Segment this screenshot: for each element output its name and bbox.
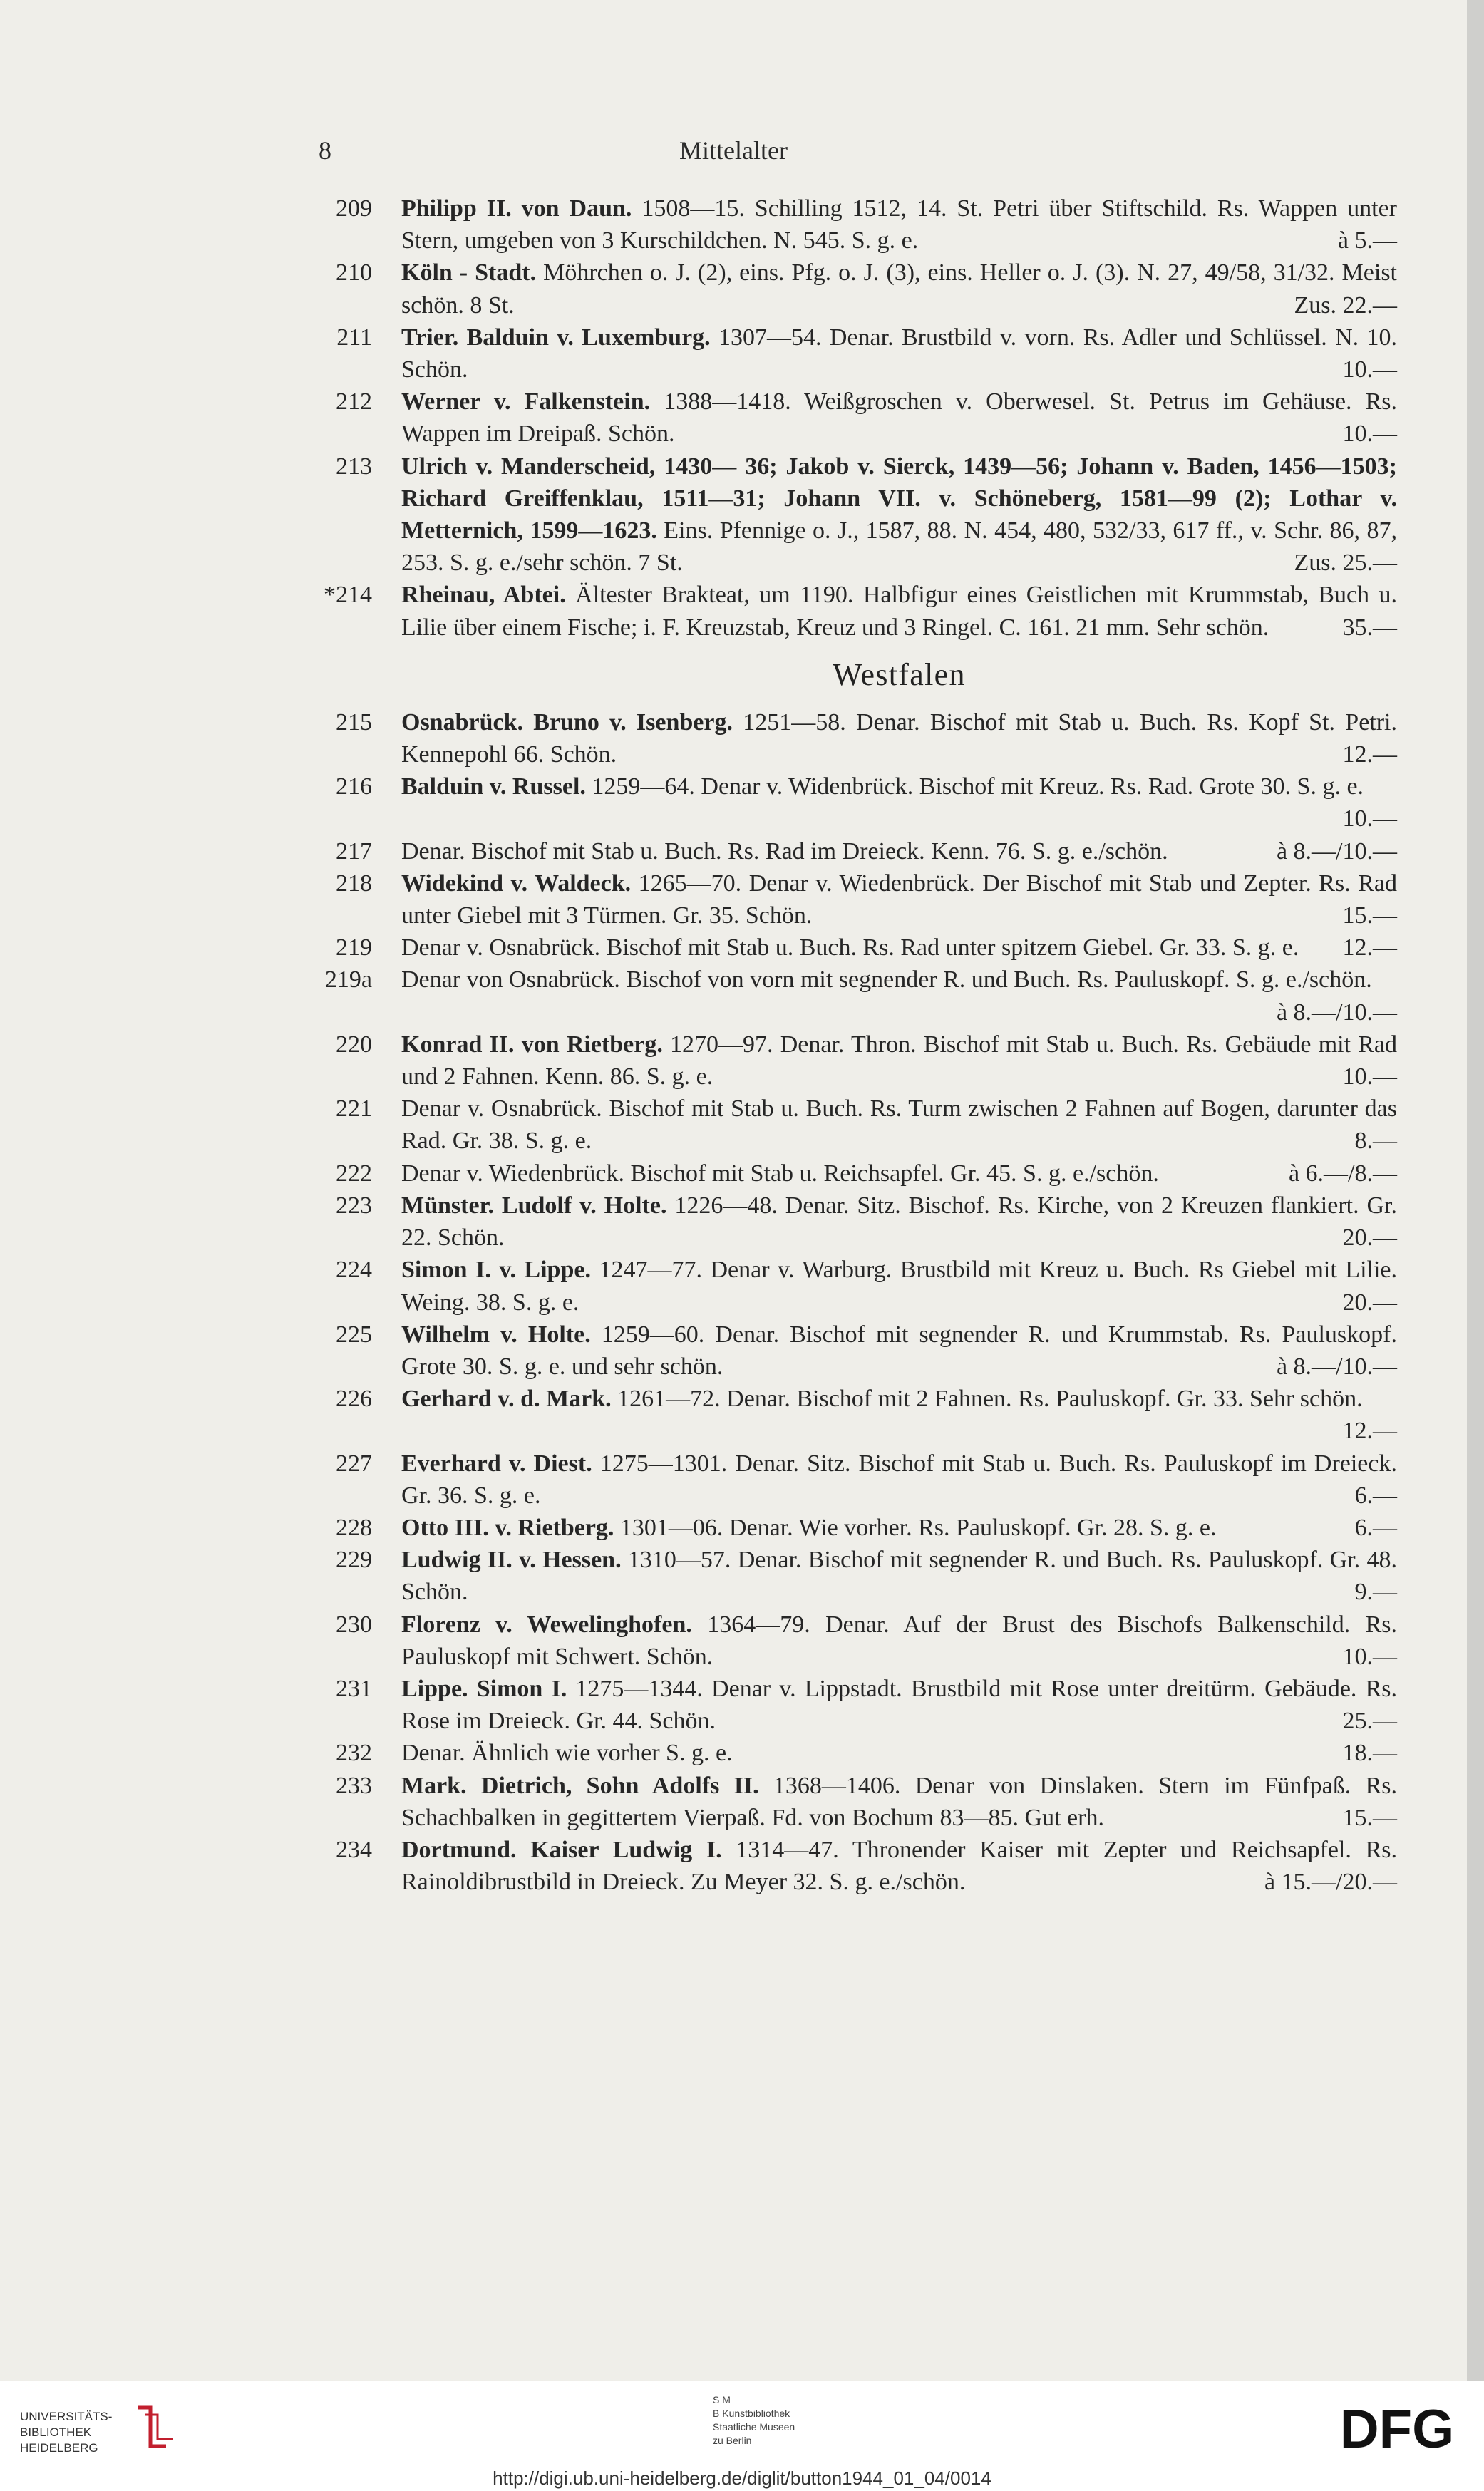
uni-heidelberg-wordmark[interactable] [20, 2409, 112, 2456]
smk-line: Staatliche Museen [713, 2421, 795, 2433]
lot-price: Zus. 25.— [1294, 550, 1397, 577]
section-title: Westfalen [833, 656, 966, 692]
lot-number: 220 [336, 1031, 372, 1058]
lot-number: 223 [336, 1192, 372, 1219]
lot-title: Münster. Ludolf v. Holte. [401, 1192, 667, 1219]
lot-number: 234 [336, 1836, 372, 1863]
lot-price: 6.— [1354, 1482, 1397, 1509]
lot-price: 10.— [1342, 1063, 1397, 1090]
lot-description: 1265—70. Denar v. Wiedenbrück. Der Bischof mit Stab und Zepter. Rs. Rad unter Giebel mit 3 Türmen. Gr. 35. Schön. [401, 870, 1397, 929]
lot-title: Lippe. Simon I. [401, 1675, 567, 1702]
lot-title: Rheinau, Abtei. [401, 582, 566, 609]
lot-number: 230 [336, 1611, 372, 1638]
lot-description: 1307—54. Denar. Brustbild v. vorn. Rs. Adler und Schlüssel. N. 10. Schön. [401, 324, 1398, 383]
catalog-entry [314, 932, 1397, 964]
lot-number: 209 [336, 195, 372, 222]
lot-description: 1301—06. Denar. Wie vorher. Rs. Pauluskopf. Gr. 28. S. g. e. [614, 1514, 1217, 1541]
lot-number: 229 [336, 1547, 372, 1574]
lot-title: Widekind v. Waldeck. [401, 870, 632, 897]
catalog-entry [314, 867, 1397, 932]
smb-kunstbibliothek-logo[interactable] [713, 2393, 795, 2448]
lot-number: 226 [336, 1386, 372, 1413]
lot-description: 1275—1301. Denar. Sitz. Bischof mit Stab u. Buch. Rs. Pauluskopf im Dreieck. Gr. 36. S. g. e. [401, 1450, 1397, 1509]
lot-title: Dortmund. Kaiser Ludwig I. [401, 1836, 722, 1863]
lot-price: 9.— [1354, 1579, 1397, 1606]
lot-price: à 8.—/10.— [1276, 837, 1397, 865]
footer-bar [0, 2381, 1484, 2491]
uni-heidelberg-logo-icon[interactable] [130, 2402, 180, 2452]
lot-price: à 8.—/10.— [1276, 1353, 1397, 1380]
lot-number: 213 [336, 453, 372, 480]
lot-description: Ältester Brakteat, um 1190. Halbfigur eines Geistlichen mit Krummstab, Buch u. Lilie über einem Fische; i. F. Kreuzstab, Kreuz und 3 Ringel. C. 161. 21 mm. Sehr schön. [401, 582, 1397, 641]
catalog-entry [314, 257, 1397, 321]
lot-price: 20.— [1342, 1289, 1397, 1316]
catalog-entry [314, 706, 1397, 770]
lot-description: 1310—57. Denar. Bischof mit segnender R. und Buch. Rs. Pauluskopf. Gr. 48. Schön. [401, 1547, 1397, 1606]
catalog-entry [314, 1190, 1397, 1254]
lot-description: 1259—64. Denar v. Widenbrück. Bischof mit Kreuz. Rs. Rad. Grote 30. S. g. e. [585, 773, 1364, 800]
catalog-entry [314, 1544, 1397, 1608]
lot-description: 1364—79. Denar. Auf der Brust des Bischofs Balkenschild. Rs. Pauluskopf mit Schwert. Schön. [401, 1611, 1397, 1670]
uni-line: BIBLIOTHEK [20, 2425, 92, 2439]
page-header [0, 135, 1467, 172]
catalog-entry [314, 321, 1397, 386]
lot-title: Otto III. v. Rietberg. [401, 1514, 614, 1541]
lot-price: à 5.— [1337, 227, 1397, 254]
lot-number: 219 [336, 934, 372, 961]
lot-description: 1247—77. Denar v. Warburg. Brustbild mit Kreuz u. Buch. Rs Giebel mit Lilie. Weing. 38. S. g. e. [401, 1257, 1397, 1316]
lot-title: Gerhard v. d. Mark. [401, 1386, 612, 1413]
smk-line: B Kunstbibliothek [713, 2408, 790, 2419]
lot-number: 228 [336, 1514, 372, 1541]
lot-number: 219a [324, 966, 372, 994]
page-number: 8 [319, 136, 331, 165]
lot-title: Osnabrück. Bruno v. Isenberg. [401, 708, 733, 736]
lot-description: Denar von Osnabrück. Bischof von vorn mit segnender R. und Buch. Rs. Pauluskopf. S. g. e./schön. [401, 966, 1372, 994]
lot-price: 10.— [1342, 805, 1397, 832]
catalog-entry [314, 450, 1397, 579]
lot-number: 233 [336, 1772, 372, 1799]
smk-line: S M [713, 2394, 731, 2405]
lot-title: Trier. Balduin v. Luxemburg. [401, 324, 711, 351]
lot-description: Denar v. Osnabrück. Bischof mit Stab u. Buch. Rs. Rad unter spitzem Giebel. Gr. 33. S. g. e. [401, 934, 1299, 961]
lot-price: 25.— [1342, 1708, 1397, 1735]
catalog-entry [314, 579, 1397, 643]
lot-number: 231 [336, 1675, 372, 1702]
lot-title: Ulrich v. Manderscheid, 1430— 36; Jakob v. Sierck, 1439—56; Johann v. Baden, 1456—1503; Richard Greiffenklau, 1511—31; Johann VII. v. Schöneberg, 1581—99 (2); Lothar v. Metternich, 1599—1623. [401, 453, 1397, 545]
smk-line: zu Berlin [713, 2435, 752, 2446]
running-head: Mittelalter [679, 136, 788, 165]
lot-price: 8.— [1354, 1128, 1397, 1155]
lot-description: 1388—1418. Weißgroschen v. Oberwesel. St. Petrus im Gehäuse. Rs. Wappen im Dreipaß. Schön. [401, 388, 1398, 448]
lot-price: à 15.—/20.— [1264, 1869, 1397, 1896]
lot-number: 218 [336, 870, 372, 897]
lot-price: à 8.—/10.— [1276, 999, 1397, 1026]
catalog-entry [314, 1609, 1397, 1673]
catalog-entry [314, 386, 1397, 450]
lot-description: 1259—60. Denar. Bischof mit segnender R. und Krummstab. Rs. Pauluskopf. Grote 30. S. g. e. und sehr schön. [401, 1321, 1397, 1380]
lot-description: Denar. Ähnlich wie vorher S. g. e. [401, 1740, 733, 1767]
lot-title: Balduin v. Russel. [401, 773, 586, 800]
catalog-entry [314, 1383, 1397, 1447]
catalog-entry [314, 1028, 1397, 1093]
catalog-entry [314, 770, 1397, 835]
lot-title: Philipp II. von Daun. [401, 195, 632, 222]
lot-number: 222 [336, 1160, 372, 1187]
catalog-entry [314, 1157, 1397, 1190]
lot-price: à 6.—/8.— [1288, 1160, 1397, 1187]
lot-number: 212 [336, 388, 372, 416]
lot-description: 1226—48. Denar. Sitz. Bischof. Rs. Kirche, von 2 Kreuzen flankiert. Gr. 22. Schön. [401, 1192, 1398, 1252]
lot-description: Denar v. Wiedenbrück. Bischof mit Stab u. Reichsapfel. Gr. 45. S. g. e./schön. [401, 1160, 1159, 1187]
lot-description: 1314—47. Thronender Kaiser mit Zepter und Reichsapfel. Rs. Rainoldibrustbild in Dreieck. Zu Meyer 32. S. g. e./schön. [401, 1836, 1398, 1896]
lot-description: 1275—1344. Denar v. Lippstadt. Brustbild mit Rose unter dreitürm. Gebäude. Rs. Rose im Dreieck. Gr. 44. Schön. [401, 1675, 1397, 1735]
lot-title: Wilhelm v. Holte. [401, 1321, 591, 1348]
lot-description: 1368—1406. Denar von Dinslaken. Stern im Fünfpaß. Rs. Schachbalken in gegittertem Vierpaß. Fd. von Bochum 83—85. Gut erh. [401, 1772, 1397, 1831]
lot-price: 10.— [1342, 421, 1397, 448]
lot-number: 211 [336, 324, 372, 351]
catalog-entry [314, 192, 1397, 257]
catalog-content [314, 192, 1397, 1898]
lot-price: 15.— [1342, 902, 1397, 929]
dfg-logo[interactable] [1326, 2400, 1468, 2458]
lot-price: 10.— [1342, 356, 1397, 383]
uni-line: UNIVERSITÄTS- [20, 2410, 113, 2423]
lot-price: 20.— [1342, 1224, 1397, 1252]
lot-description: Möhrchen o. J. (2), eins. Pfg. o. J. (3), eins. Heller o. J. (3). N. 27, 49/58, 31/32. Meist schön. 8 St. [401, 259, 1397, 319]
uni-line: HEIDELBERG [20, 2441, 98, 2455]
lot-number: 232 [336, 1740, 372, 1767]
entry-list-westfalen [314, 706, 1397, 1899]
catalog-entry [314, 1512, 1397, 1544]
lot-price: 12.— [1342, 1418, 1397, 1445]
lot-description: Denar. Bischof mit Stab u. Buch. Rs. Rad im Dreieck. Kenn. 76. S. g. e./schön. [401, 837, 1168, 865]
catalog-entry [314, 1737, 1397, 1769]
lot-title: Ludwig II. v. Hessen. [401, 1547, 622, 1574]
lot-number: 210 [336, 259, 372, 287]
lot-price: 6.— [1354, 1514, 1397, 1541]
lot-price: 12.— [1342, 741, 1397, 768]
lot-title: Werner v. Falkenstein. [401, 388, 651, 416]
lot-description: Denar v. Osnabrück. Bischof mit Stab u. Buch. Rs. Turm zwischen 2 Fahnen auf Bogen, darunter das Rad. Gr. 38. S. g. e. [401, 1095, 1397, 1155]
catalog-entry [314, 1254, 1397, 1318]
dfg-logo-text: DFG [1339, 2400, 1455, 2458]
entry-list-rhineland [314, 192, 1397, 644]
lot-number: *214 [324, 582, 372, 609]
lot-price: 18.— [1342, 1740, 1397, 1767]
lot-price: 10.— [1342, 1643, 1397, 1670]
catalog-entry [314, 1673, 1397, 1737]
catalog-entry [314, 1834, 1397, 1898]
page-edge [1467, 0, 1484, 2381]
lot-number: 224 [336, 1257, 372, 1284]
catalog-entry [314, 1319, 1397, 1383]
lot-title: Florenz v. Wewelinghofen. [401, 1611, 692, 1638]
lot-description: 1270—97. Denar. Thron. Bischof mit Stab u. Buch. Rs. Gebäude mit Rad und 2 Fahnen. Kenn. 86. S. g. e. [401, 1031, 1398, 1090]
catalog-entry [314, 835, 1397, 867]
catalog-entry [314, 1093, 1397, 1157]
lot-title: Simon I. v. Lippe. [401, 1257, 591, 1284]
lot-number: 227 [336, 1450, 372, 1477]
lot-description: 1251—58. Denar. Bischof mit Stab u. Buch. Rs. Kopf St. Petri. Kennepohl 66. Schön. [401, 708, 1397, 768]
lot-title: Konrad II. von Rietberg. [401, 1031, 663, 1058]
lot-number: 225 [336, 1321, 372, 1348]
lot-description: Eins. Pfennige o. J., 1587, 88. N. 454, 480, 532/33, 617 ff., v. Schr. 86, 87, 253. S. g. e./sehr schön. 7 St. [401, 517, 1397, 577]
lot-title: Everhard v. Diest. [401, 1450, 592, 1477]
permalink-url[interactable]: http://digi.ub.uni-heidelberg.de/diglit/button1944_01_04/0014 [493, 2467, 991, 2489]
lot-price: 35.— [1342, 614, 1397, 641]
lot-number: 221 [336, 1095, 372, 1123]
lot-description: 1261—72. Denar. Bischof mit 2 Fahnen. Rs. Pauluskopf. Gr. 33. Sehr schön. [611, 1386, 1363, 1413]
lot-price: 15.— [1342, 1804, 1397, 1831]
lot-price: Zus. 22.— [1294, 292, 1397, 319]
lot-number: 217 [336, 837, 372, 865]
catalog-entry [314, 964, 1397, 1028]
catalog-entry [314, 1448, 1397, 1512]
lot-number: 215 [336, 708, 372, 736]
lot-number: 216 [336, 773, 372, 800]
lot-title: Köln - Stadt. [401, 259, 537, 287]
catalog-entry [314, 1770, 1397, 1834]
lot-price: 12.— [1342, 934, 1397, 961]
lot-title: Mark. Dietrich, Sohn Adolfs II. [401, 1772, 759, 1799]
lot-description: 1508—15. Schilling 1512, 14. St. Petri über Stiftschild. Rs. Wappen unter Stern, umgeben von 3 Kurschildchen. N. 545. S. g. e. [401, 195, 1397, 254]
